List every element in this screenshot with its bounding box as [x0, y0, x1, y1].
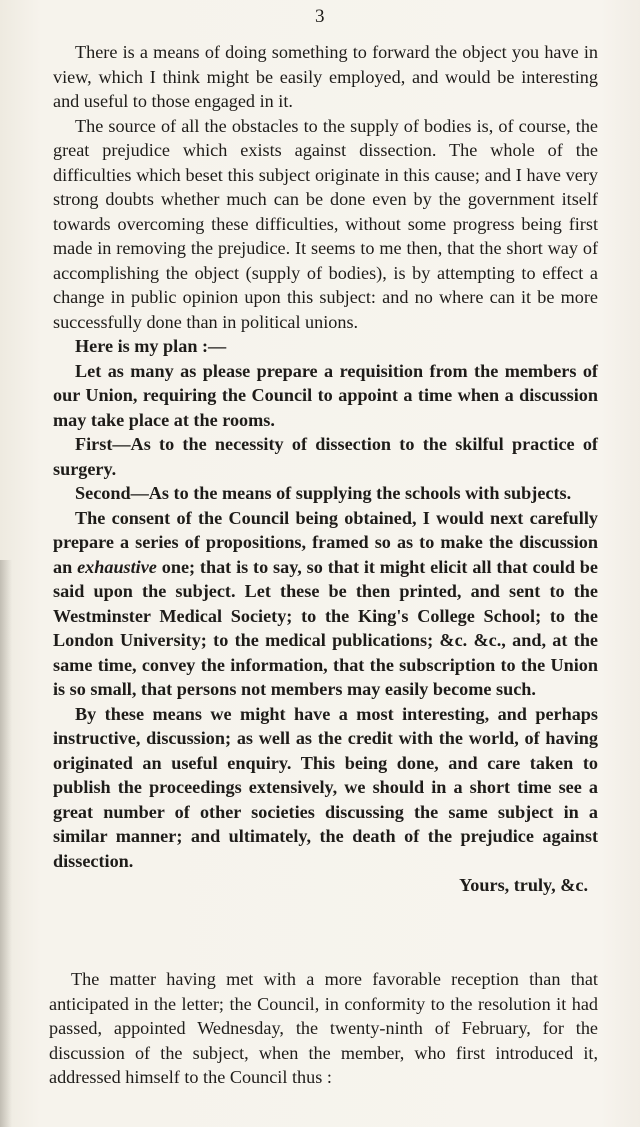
- consent-text-b: one; that is to say, so that it might elicit all that could be said upon the subject. Let these be then printed, and sent to the Westminster Medical Society; to the King's College School; to the London University; to the medical publications; &c. &c., and, at the same time, convey the information, that the subscription to the Union is so small, that persons not members may easily become such.: [53, 556, 598, 699]
- page-number: 3: [315, 6, 325, 27]
- binding-shadow: [0, 560, 12, 1127]
- paragraph-1: There is a means of doing something to forward the object you have in view, which I think might be easily employed, and would be interesting and useful to those engaged in it.: [53, 42, 598, 111]
- narrative-text: [49, 967, 598, 1090]
- paragraph-plan-intro: Here is my plan :—: [75, 336, 227, 356]
- consent-text-a: The consent of the Council being obtained, I would next carefully prepare a series of propositions, framed so as to make the discussion an: [53, 507, 598, 577]
- paragraph-requisition: Let as many as please prepare a requisition from the members of our Union, requiring the Council to appoint a time when a discussion may take place at the rooms.: [53, 360, 598, 430]
- paragraph-council-reply: The matter having met with a more favorable reception than that anticipated in the letter; the Council, in conformity to the resolution it had passed, appointed Wednesday, the twenty-ninth of February, for the discussion of the subject, when the member, who first introduced it, addressed himself to the Council thus :: [49, 969, 598, 1087]
- paragraph-second: Second—As to the means of supplying the schools with subjects.: [75, 483, 572, 503]
- signoff-closing: Yours, truly, &c.: [459, 875, 588, 895]
- paragraph-2: The source of all the obstacles to the supply of bodies is, of course, the great prejudice which exists against dissection. The whole of the difficulties which beset this subject originate in this cause; and I have very strong doubts whether much can be done even by the government itself towards overcoming these difficulties, without some progress being first made in removing the prejudice. It seems to me then, that the short way of accomplishing the object (supply of bodies), is by attempting to effect a change in public opinion upon this subject: and no where can it be more successfully done than in political unions.: [53, 115, 598, 332]
- signoff-line: [53, 873, 598, 898]
- letter-plan-section: [53, 334, 598, 898]
- paragraph-consent: [53, 506, 598, 702]
- emphasis-exhaustive: exhaustive: [77, 556, 157, 577]
- body-text: [53, 40, 598, 898]
- paragraph-means: By these means we might have a most interesting, and perhaps instructive, discussion; as well as the credit with the world, of having originated an useful enquiry. This being done, and care taken to publish the proceedings extensively, we should in a short time see a great number of other societies discussing the same subject in a similar manner; and ultimately, the death of the prejudice against dissection.: [53, 703, 598, 871]
- paragraph-first: First—As to the necessity of dissection to the skilful practice of surgery.: [53, 434, 598, 479]
